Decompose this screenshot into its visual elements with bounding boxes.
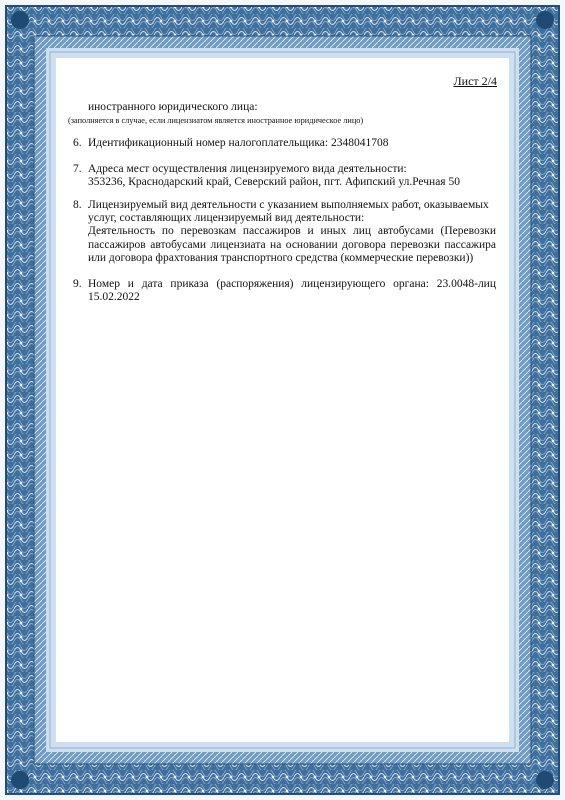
foreign-entity-label: иностранного юридического лица: [88, 101, 258, 113]
item-text: Идентификационный номер налогоплательщика: 2348041708 [88, 137, 389, 149]
sheet-number: Лист 2/4 [453, 74, 497, 88]
item-number: 9. [73, 278, 82, 290]
item-heading-line-1: Лицензируемый вид деятельности с указанием выполняемых работ, оказываемых [88, 199, 489, 211]
item-number: 8. [73, 199, 82, 211]
item-heading: Адреса мест осуществления лицензируемого вида деятельности: [88, 163, 407, 175]
foreign-entity-note: (заполняется в случае, если лицензиатом является иностранное юридическое лицо) [68, 116, 364, 125]
item-number: 7. [73, 163, 82, 175]
item-value: Деятельность по перевозкам пассажиров и иных лиц автобусами (Перевозки пассажиров автобусами лицензиата на основании договора перевозки пассажира или договора фрахтования транспортного средства (коммерческие перевозки)) [88, 225, 496, 264]
item-text: Номер и дата приказа (распоряжения) лицензирующего органа: 23.0048-лиц 15.02.2022 [88, 278, 496, 304]
item-value: 353236, Краснодарский край, Северский район, пгт. Афипский ул.Речная 50 [88, 176, 460, 189]
item-heading-line-2: услуг, составляющих лицензируемый вид деятельности: [88, 212, 365, 225]
document-page [56, 58, 509, 742]
item-number: 6. [73, 137, 82, 149]
